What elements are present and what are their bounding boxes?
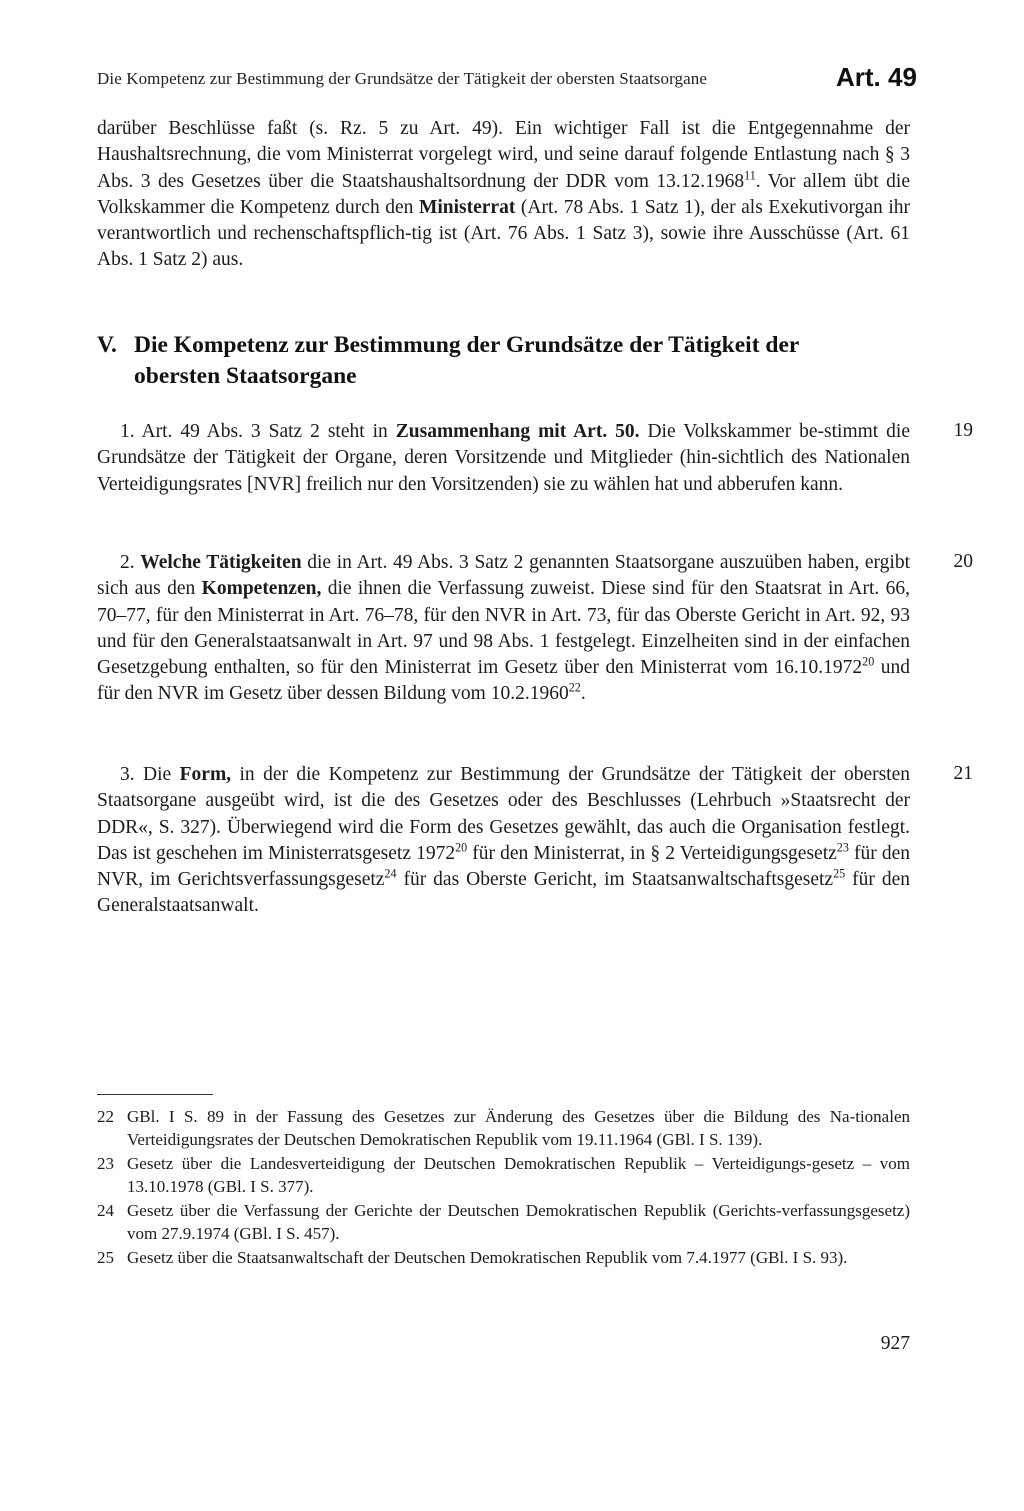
footnote-ref: 23 xyxy=(836,840,849,855)
footnote-text: GBl. I S. 89 in der Fassung des Gesetzes zur Änderung des Gesetzes über die Bildung des Na-tionalen Verteidigungsrates der Deutschen Demokratischen Republik vom 19.11.1964 (GBl. I S. 139). xyxy=(127,1107,910,1149)
footnote xyxy=(97,1153,910,1198)
intro-text-3: (Art. 78 Abs. 1 Satz 1), der als Exekutivorgan ihr verantwortlich und rechenschaftspflich-tig ist (Art. 76 Abs. 1 Satz 3), sowie ihre Ausschüsse (Art. 61 Abs. 1 Satz 2) aus. xyxy=(97,196,910,271)
intro-paragraph xyxy=(97,116,910,274)
footnote xyxy=(97,1200,910,1245)
footnote-ref: 11 xyxy=(744,168,756,183)
footnote-number: 25 xyxy=(97,1248,114,1267)
footnote-ref: 20 xyxy=(455,840,468,855)
footnote-text: Gesetz über die Verfassung der Gerichte der Deutschen Demokratischen Republik (Gerichts-verfassungsgesetz) vom 27.9.1974 (GBl. I S. 457). xyxy=(127,1201,910,1243)
footnote-text: Gesetz über die Staatsanwaltschaft der Deutschen Demokratischen Republik vom 7.4.1977 (GBl. I S. 93). xyxy=(127,1248,848,1267)
p21-text-1: 3. Die xyxy=(120,764,180,785)
p21-bold-1: Form, xyxy=(179,764,232,785)
footnote-divider xyxy=(97,1094,213,1095)
p20-bold-2: Kompetenzen, xyxy=(201,578,322,600)
paragraph-20 xyxy=(97,550,910,708)
footnote-number: 24 xyxy=(97,1201,114,1220)
p20-text-4: und für den NVR im Gesetz über dessen Bildung vom 10.2.1960 xyxy=(97,657,910,705)
p19-bold-1: Zusammenhang mit Art. 50. xyxy=(395,421,640,442)
running-title: Die Kompetenz zur Bestimmung der Grundsätze der Tätigkeit der obersten Staatsorgane xyxy=(97,69,708,88)
p21-text-5: für das Oberste Gericht, im Staatsanwaltschaftsgesetz xyxy=(396,869,834,891)
p21-text-6: für den Generalstaatsanwalt. xyxy=(97,869,910,917)
p20-text-1: 2. xyxy=(120,552,141,573)
footnote-ref: 24 xyxy=(384,866,397,881)
margin-number-20: 20 xyxy=(953,551,973,572)
p20-bold-1: Welche Tätigkeiten xyxy=(140,552,302,573)
p19-text-1: 1. Art. 49 Abs. 3 Satz 2 steht in xyxy=(120,421,396,442)
section-title-line2: obersten Staatsorgane xyxy=(134,363,357,389)
p21-text-2: in der die Kompetenz zur Bestimmung der Grundsätze der Tätigkeit der obersten Staatsorgane ausgeübt wird, ist die des Gesetzes oder des Beschlusses (Lehrbuch »Staatsrecht der DDR«, S. 327). Überwiegend wird die Form des Gesetzes gewählt, das auch die Organisation festlegt. Das ist geschehen im Ministerratsgesetz 1972 xyxy=(97,764,911,864)
section-heading xyxy=(97,330,917,392)
footnote-ref: 25 xyxy=(833,866,846,881)
footnote-text: Gesetz über die Landesverteidigung der Deutschen Demokratischen Republik – Verteidigungs-gesetz – vom 13.10.1978 (GBl. I S. 377). xyxy=(127,1154,910,1196)
paragraph-19 xyxy=(97,419,910,498)
page-number: 927 xyxy=(880,1333,910,1354)
section-number: V. xyxy=(97,332,117,358)
p20-text-2: die in Art. 49 Abs. 3 Satz 2 genannten Staatsorgane auszuüben haben, ergibt sich aus den xyxy=(97,552,910,600)
p19-text-2: Die Volkskammer be-stimmt die Grundsätze der Tätigkeit der Organe, deren Vorsitzende und Mitglieder (hin-sichtlich des Nationalen Verteidigungsrates [NVR] freilich nur den Vorsitzenden) sie zu wählen hat und abberufen kann. xyxy=(97,421,910,495)
intro-bold-ministerrat: Ministerrat xyxy=(418,196,516,218)
footnote-number: 22 xyxy=(97,1107,114,1126)
p21-text-3: für den Ministerrat, in § 2 Verteidigungsgesetz xyxy=(467,842,837,864)
section-title-line1: Die Kompetenz zur Bestimmung der Grundsätze der Tätigkeit der xyxy=(134,332,800,358)
footnote-number: 23 xyxy=(97,1154,114,1173)
paragraph-21 xyxy=(97,762,910,920)
margin-number-21: 21 xyxy=(953,763,973,784)
intro-text-2: . Vor allem übt die Volkskammer die Kompetenz durch den xyxy=(97,170,911,218)
margin-number-19: 19 xyxy=(953,420,973,441)
footnote-ref: 20 xyxy=(862,654,875,669)
p20-text-5: . xyxy=(580,683,586,705)
footnote-ref: 22 xyxy=(568,681,581,695)
footnote xyxy=(97,1106,910,1151)
p21-text-4: für den NVR, im Gerichtsverfassungsgesetz xyxy=(97,842,910,891)
article-label: Art. 49 xyxy=(836,62,917,92)
footnotes xyxy=(97,1106,910,1272)
intro-text-1: darüber Beschlüsse faßt (s. Rz. 5 zu Art. 49). Ein wichtiger Fall ist die Entgegennahme der Haushaltsrechnung, die vom Ministerrat vorgelegt wird, und seine darauf folgende Entlastung nach § 3 Abs. 3 des Gesetzes über die Staatshaushaltsordnung der DDR vom 13.12.1968 xyxy=(97,118,910,192)
footnote xyxy=(97,1247,910,1270)
p20-text-3: die ihnen die Verfassung zuweist. Diese sind für den Staatsrat in Art. 66, 70–77, für den Ministerrat in Art. 76–78, für den NVR in Art. 73, für das Oberste Gericht in Art. 92, 93 und für den Generalstaatsanwalt in Art. 97 und 98 Abs. 1 festgelegt. Einzelheiten sind in der einfachen Gesetzgebung enthalten, so für den Ministerrat im Gesetz über den Ministerrat vom 16.10.1972 xyxy=(97,578,911,679)
